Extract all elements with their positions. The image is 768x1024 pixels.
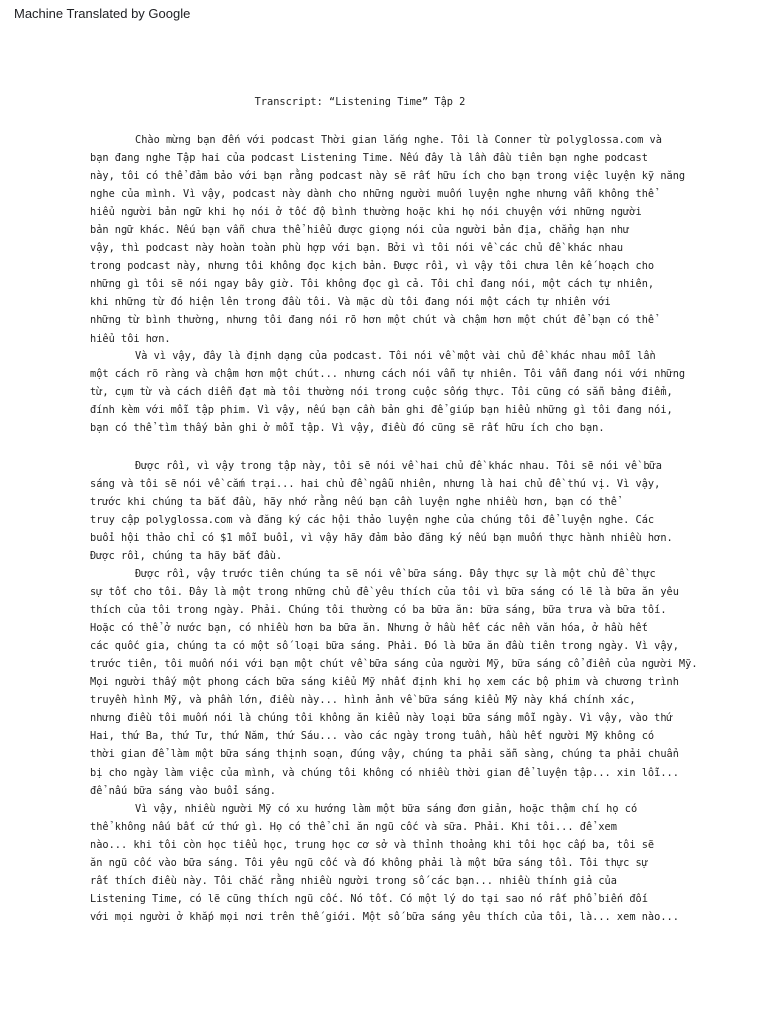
text-line: thời gian để làm một bữa sáng thịnh soạn, đúng vậy, chúng ta phải sẵn sàng, chúng ta phải chuẩn — [90, 748, 679, 761]
text-line: sự tốt cho tôi. Đây là một trong những chủ đề yêu thích của tôi vì bữa sáng có lẽ là bữa ăn yêu — [90, 586, 679, 599]
text-line: Vì vậy, nhiều người Mỹ có xu hướng làm một bữa sáng đơn giản, hoặc thậm chí họ có — [135, 803, 638, 815]
text-line: những từ bình thường, nhưng tôi đang nói rõ hơn một chút và chậm hơn một chút để bạn có thể — [90, 314, 655, 327]
text-line: để nấu bữa sáng vào buổi sáng. — [90, 784, 276, 797]
text-line: bạn có thể tìm thấy bản ghi ở mỗi tập. Vì vậy, điều đó cũng sẽ rất hữu ích cho bạn. — [90, 422, 605, 435]
text-line: Hai, thứ Ba, thứ Tư, thứ Năm, thứ Sáu... vào các ngày trong tuần, hầu hết người Mỹ không có — [90, 730, 655, 743]
paragraph-5 — [90, 800, 690, 926]
text-line: với mọi người ở khắp mọi nơi trên thế giới. Một số bữa sáng yêu thích của tôi, là... xem nào... — [90, 911, 679, 924]
text-line: bạn đang nghe Tập hai của podcast Listening Time. Nếu đây là lần đầu tiên bạn nghe podcast — [90, 152, 648, 165]
text-line: Chào mừng bạn đến với podcast Thời gian lắng nghe. Tôi là Conner từ polyglossa.com và — [135, 134, 662, 146]
text-line: trong podcast này, nhưng tôi không đọc kịch bản. Được rồi, vì vậy tôi chưa lên kế hoạch cho — [90, 260, 655, 273]
text-line: ăn ngũ cốc vào bữa sáng. Tôi yêu ngũ cốc và đó không phải là một bữa sáng tồi. Tôi thực sự — [90, 857, 648, 870]
text-line: nhưng điều tôi muốn nói là chúng tôi không ăn kiểu này loại bữa sáng mỗi ngày. Vì vậy, vào thứ — [90, 712, 673, 725]
text-line: truy cập polyglossa.com và đăng ký các hội thảo luyện nghe của chúng tôi để luyện nghe. Các — [90, 514, 655, 527]
paragraph-4 — [90, 565, 698, 800]
paragraph-1 — [90, 131, 690, 348]
text-line: hiểu người bản ngữ khi họ nói ở tốc độ bình thường hoặc khi họ nói chuyện với những người — [90, 206, 642, 219]
text-line: Được rồi, vì vậy trong tập này, tôi sẽ nói về hai chủ đề khác nhau. Tôi sẽ nói về bữa — [135, 460, 662, 472]
text-line: bị cho ngày làm việc của mình, và chúng tôi không có nhiều thời gian để luyện tập... xin lỗi... — [90, 766, 679, 779]
paragraph-2 — [90, 347, 690, 437]
text-line: sáng và tôi sẽ nói về cắm trại... hai chủ đề ngẫu nhiên, nhưng là hai chủ đề thú vị. Vì vậy, — [90, 478, 661, 491]
text-line: bản ngữ khác. Nếu bạn vẫn chưa thể hiểu được giọng nói của người bản địa, chẳng hạn như — [90, 224, 630, 237]
machine-translation-banner: Machine Translated by Google — [14, 6, 191, 21]
text-line: rất thích điều này. Tôi chắc rằng nhiều người trong số các bạn... nhiều thính giả của — [90, 875, 617, 888]
text-line: nghe của mình. Vì vậy, podcast này dành cho những người muốn luyện nghe nhưng vẫn không thể — [90, 188, 655, 201]
text-line: trước khi chúng ta bắt đầu, hãy nhớ rằng nếu bạn cần luyện nghe nhiều hơn, bạn có thể — [90, 496, 617, 509]
text-line: trước tiên, tôi muốn nói với bạn một chút về bữa sáng của người Mỹ, bữa sáng cổ điển của người Mỹ. — [90, 658, 698, 671]
text-line: các quốc gia, chúng ta có một số loại bữa sáng. Phải. Đó là bữa ăn đầu tiên trong ngày. Vì vậy, — [90, 640, 679, 653]
text-line: Hoặc có thể ở nước bạn, có nhiều hơn ba bữa ăn. Nhưng ở hầu hết các nền văn hóa, ở hầu hết — [90, 622, 648, 635]
document-title: Transcript: “Listening Time” Tập 2 — [254, 96, 466, 108]
text-line: truyền hình Mỹ, và phần lớn, điều này... hình ảnh về bữa sáng kiểu Mỹ này khá chính xác, — [90, 694, 636, 707]
text-line: thể không nấu bất cứ thứ gì. Họ có thể chỉ ăn ngũ cốc và sữa. Phải. Khi tôi... để xem — [90, 821, 617, 834]
text-line: thích của tôi trong ngày. Phải. Chúng tôi thường có ba bữa ăn: bữa sáng, bữa trưa và bữa tối. — [90, 604, 667, 617]
text-line: những gì tôi sẽ nói ngay bây giờ. Tôi không đọc gì cả. Tôi chỉ đang nói, một cách tự nhiên, — [90, 278, 655, 291]
text-line: buổi hội thảo chỉ có $1 mỗi buổi, vì vậy hãy đảm bảo đăng ký nếu bạn muốn thực hành nhiều hơn. — [90, 532, 673, 545]
text-line: vậy, thì podcast này hoàn toàn phù hợp với bạn. Bởi vì tôi nói về các chủ đề khác nhau — [90, 242, 624, 255]
text-line: Được rồi, vậy trước tiên chúng ta sẽ nói về bữa sáng. Đây thực sự là một chủ đề thực — [135, 568, 656, 580]
text-line: Và vì vậy, đây là định dạng của podcast. Tôi nói về một vài chủ đề khác nhau mỗi lần — [135, 350, 656, 362]
text-line: Listening Time, có lẽ cũng thích ngũ cốc. Nó tốt. Có một lý do tại sao nó rất phổ biến đối — [90, 893, 648, 906]
text-line: hiểu tôi hơn. — [90, 332, 171, 345]
text-line: Được rồi, chúng ta hãy bắt đầu. — [90, 550, 283, 563]
text-line: từ, cụm từ và cách diễn đạt mà tôi thường nói trong cuộc sống thực. Tôi cũng có sẵn bảng điểm, — [90, 386, 673, 399]
text-line: này, tôi có thể đảm bảo với bạn rằng podcast này sẽ rất hữu ích cho bạn trong việc luyện kỹ năng — [90, 170, 686, 183]
text-line: đính kèm với mỗi tập phim. Vì vậy, nếu bạn cần bản ghi để giúp bạn hiểu những gì tôi đang nói, — [90, 404, 673, 417]
text-line: một cách rõ ràng và chậm hơn một chút... nhưng cách nói vẫn tự nhiên. Tôi vẫn đang nói với những — [90, 368, 686, 381]
paragraph-3 — [90, 457, 690, 565]
text-line: Mọi người thấy một phong cách bữa sáng kiểu Mỹ nhất định khi họ xem các bộ phim và chương trình — [90, 676, 679, 689]
text-line: khi những từ đó hiện lên trong đầu tôi. Và mặc dù tôi đang nói một cách tự nhiên với — [90, 296, 611, 309]
text-line: nào... khi tôi còn học tiểu học, trung học cơ sở và thỉnh thoảng khi tôi học cấp ba, tôi sẽ — [90, 839, 655, 852]
